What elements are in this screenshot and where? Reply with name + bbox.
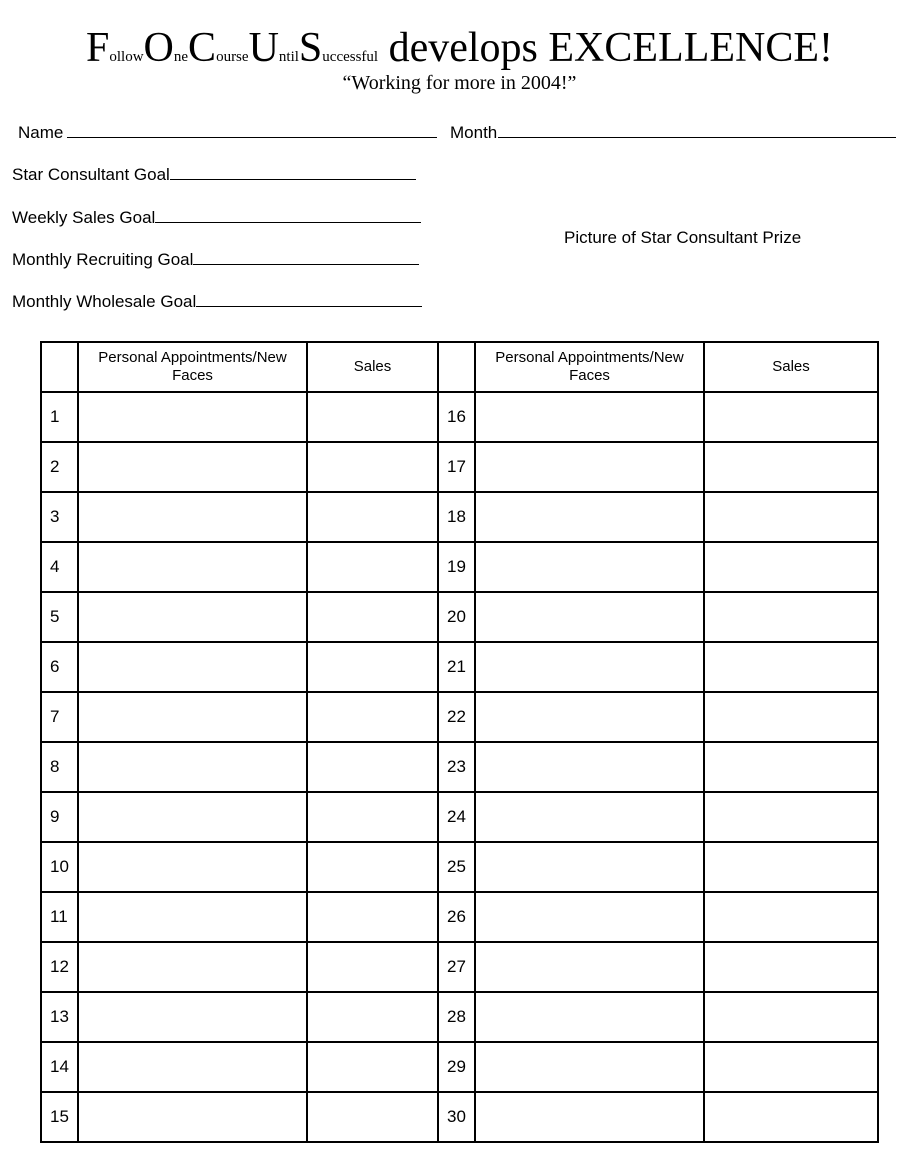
title-word-rest: ntil [278,49,299,65]
appointments-cell[interactable] [475,592,704,642]
sales-cell[interactable] [307,792,438,842]
star-goal-field[interactable] [12,164,416,185]
day-number-cell: 13 [41,992,78,1042]
title-letter-f: F [86,25,110,71]
wholesale-blank[interactable] [196,291,422,307]
day-number-cell: 30 [438,1092,475,1142]
title-letter-o: O [143,25,174,71]
title-word-rest: ne [173,49,189,65]
appointments-cell[interactable] [475,642,704,692]
day-number-cell: 18 [438,492,475,542]
sales-cell[interactable] [704,892,878,942]
sales-log-table [40,341,879,1143]
wholesale-label: Monthly Wholesale Goal [12,292,197,311]
day-number-cell: 3 [41,492,78,542]
sales-cell[interactable] [704,1042,878,1092]
day-number-cell: 1 [41,392,78,442]
sales-header-left: Sales [307,342,438,392]
sales-cell[interactable] [307,542,438,592]
day-number-cell: 4 [41,542,78,592]
appointments-cell[interactable] [78,392,307,442]
day-number-cell: 12 [41,942,78,992]
appointments-cell[interactable] [78,892,307,942]
sales-cell[interactable] [704,542,878,592]
day-number-cell: 10 [41,842,78,892]
appointments-header-left: Personal Appointments/New Faces [78,342,307,392]
day-number-cell: 9 [41,792,78,842]
appointments-cell[interactable] [475,742,704,792]
appointments-cell[interactable] [475,392,704,442]
sales-cell[interactable] [307,1042,438,1092]
sales-cell[interactable] [704,942,878,992]
appointments-cell[interactable] [78,692,307,742]
table-row [41,492,878,542]
weekly-sales-blank[interactable] [155,207,421,223]
day-number-cell: 21 [438,642,475,692]
day-number-cell: 14 [41,1042,78,1092]
sales-cell[interactable] [307,692,438,742]
table-row [41,392,878,442]
sales-cell[interactable] [307,1092,438,1142]
table-row [41,992,878,1042]
day-number-cell: 29 [438,1042,475,1092]
sales-cell[interactable] [307,492,438,542]
appointments-cell[interactable] [475,792,704,842]
star-goal-blank[interactable] [170,164,416,180]
appointments-cell[interactable] [475,442,704,492]
appointments-cell[interactable] [78,992,307,1042]
wholesale-field[interactable] [12,291,422,312]
day-number-cell: 15 [41,1092,78,1142]
sales-cell[interactable] [307,442,438,492]
appointments-cell[interactable] [475,492,704,542]
name-blank[interactable] [67,122,437,138]
weekly-sales-field[interactable] [12,207,421,228]
sales-cell[interactable] [307,642,438,692]
day-number-cell: 16 [438,392,475,442]
prize-picture-placeholder: Picture of Star Consultant Prize [564,228,802,247]
subtitle: “Working for more in 2004!” [342,72,577,94]
table-row [41,842,878,892]
appointments-cell[interactable] [78,1092,307,1142]
sales-cell[interactable] [307,392,438,442]
appointments-cell[interactable] [78,492,307,542]
day-number-cell: 11 [41,892,78,942]
appointments-cell[interactable] [475,942,704,992]
table-row [41,942,878,992]
recruiting-label: Monthly Recruiting Goal [12,250,194,269]
sales-cell[interactable] [704,792,878,842]
sales-cell[interactable] [704,742,878,792]
appointments-cell[interactable] [78,642,307,692]
title-letter-s: S [298,25,323,71]
appointments-cell[interactable] [78,942,307,992]
appointments-cell[interactable] [78,1042,307,1092]
page-title [0,24,919,72]
sales-header-right: Sales [704,342,878,392]
day-number-cell: 6 [41,642,78,692]
title-word-rest: ollow [109,49,144,65]
sales-cell[interactable] [704,1092,878,1142]
appointments-cell[interactable] [475,542,704,592]
appointments-cell[interactable] [475,692,704,742]
appointments-cell[interactable] [78,542,307,592]
appointments-cell[interactable] [475,892,704,942]
day-number-cell: 19 [438,542,475,592]
day-header-right [438,342,475,392]
appointments-cell[interactable] [475,992,704,1042]
day-number-cell: 26 [438,892,475,942]
table-row [41,792,878,842]
table-row [41,742,878,792]
appointments-cell[interactable] [78,842,307,892]
star-goal-label: Star Consultant Goal [12,165,170,184]
table-row [41,1092,878,1142]
day-number-cell: 2 [41,442,78,492]
appointments-cell[interactable] [78,792,307,842]
table-row [41,892,878,942]
appointments-cell[interactable] [475,1042,704,1092]
name-field[interactable] [18,122,437,143]
sales-cell[interactable] [704,992,878,1042]
sales-cell[interactable] [704,592,878,642]
title-tail: develops EXCELLENCE! [378,25,833,71]
sales-cell[interactable] [704,642,878,692]
title-letter-u: U [248,25,279,71]
sales-cell[interactable] [704,392,878,442]
table-header-row [41,342,878,392]
sales-cell[interactable] [307,892,438,942]
recruiting-blank[interactable] [193,249,419,265]
day-number-cell: 25 [438,842,475,892]
day-number-cell: 22 [438,692,475,742]
appointments-cell[interactable] [78,442,307,492]
month-blank[interactable] [498,122,896,138]
day-number-cell: 17 [438,442,475,492]
appointments-cell[interactable] [78,592,307,642]
table-row [41,442,878,492]
recruiting-field[interactable] [12,249,419,270]
sales-cell[interactable] [307,592,438,642]
appointments-cell[interactable] [78,742,307,792]
weekly-sales-label: Weekly Sales Goal [12,208,156,227]
sales-cell[interactable] [307,742,438,792]
title-letter-c: C [188,25,217,71]
month-field[interactable] [450,122,896,143]
sales-cell[interactable] [704,692,878,742]
appointments-cell[interactable] [475,842,704,892]
day-header-left [41,342,78,392]
day-number-cell: 20 [438,592,475,642]
table-row [41,1042,878,1092]
table-row [41,642,878,692]
day-number-cell: 8 [41,742,78,792]
day-number-cell: 24 [438,792,475,842]
sales-cell[interactable] [307,842,438,892]
day-number-cell: 27 [438,942,475,992]
title-word-rest: uccessful [322,49,379,65]
sales-cell[interactable] [307,992,438,1042]
table-row [41,692,878,742]
appointments-cell[interactable] [475,1092,704,1142]
day-number-cell: 23 [438,742,475,792]
month-label: Month [450,123,498,142]
sales-cell[interactable] [307,942,438,992]
day-number-cell: 7 [41,692,78,742]
sales-cell[interactable] [704,492,878,542]
name-label: Name [18,123,64,142]
sales-cell[interactable] [704,442,878,492]
day-number-cell: 5 [41,592,78,642]
sales-cell[interactable] [704,842,878,892]
table-row [41,542,878,592]
day-number-cell: 28 [438,992,475,1042]
title-word-rest: ourse [216,49,249,65]
table-row [41,592,878,642]
appointments-header-right: Personal Appointments/New Faces [475,342,704,392]
